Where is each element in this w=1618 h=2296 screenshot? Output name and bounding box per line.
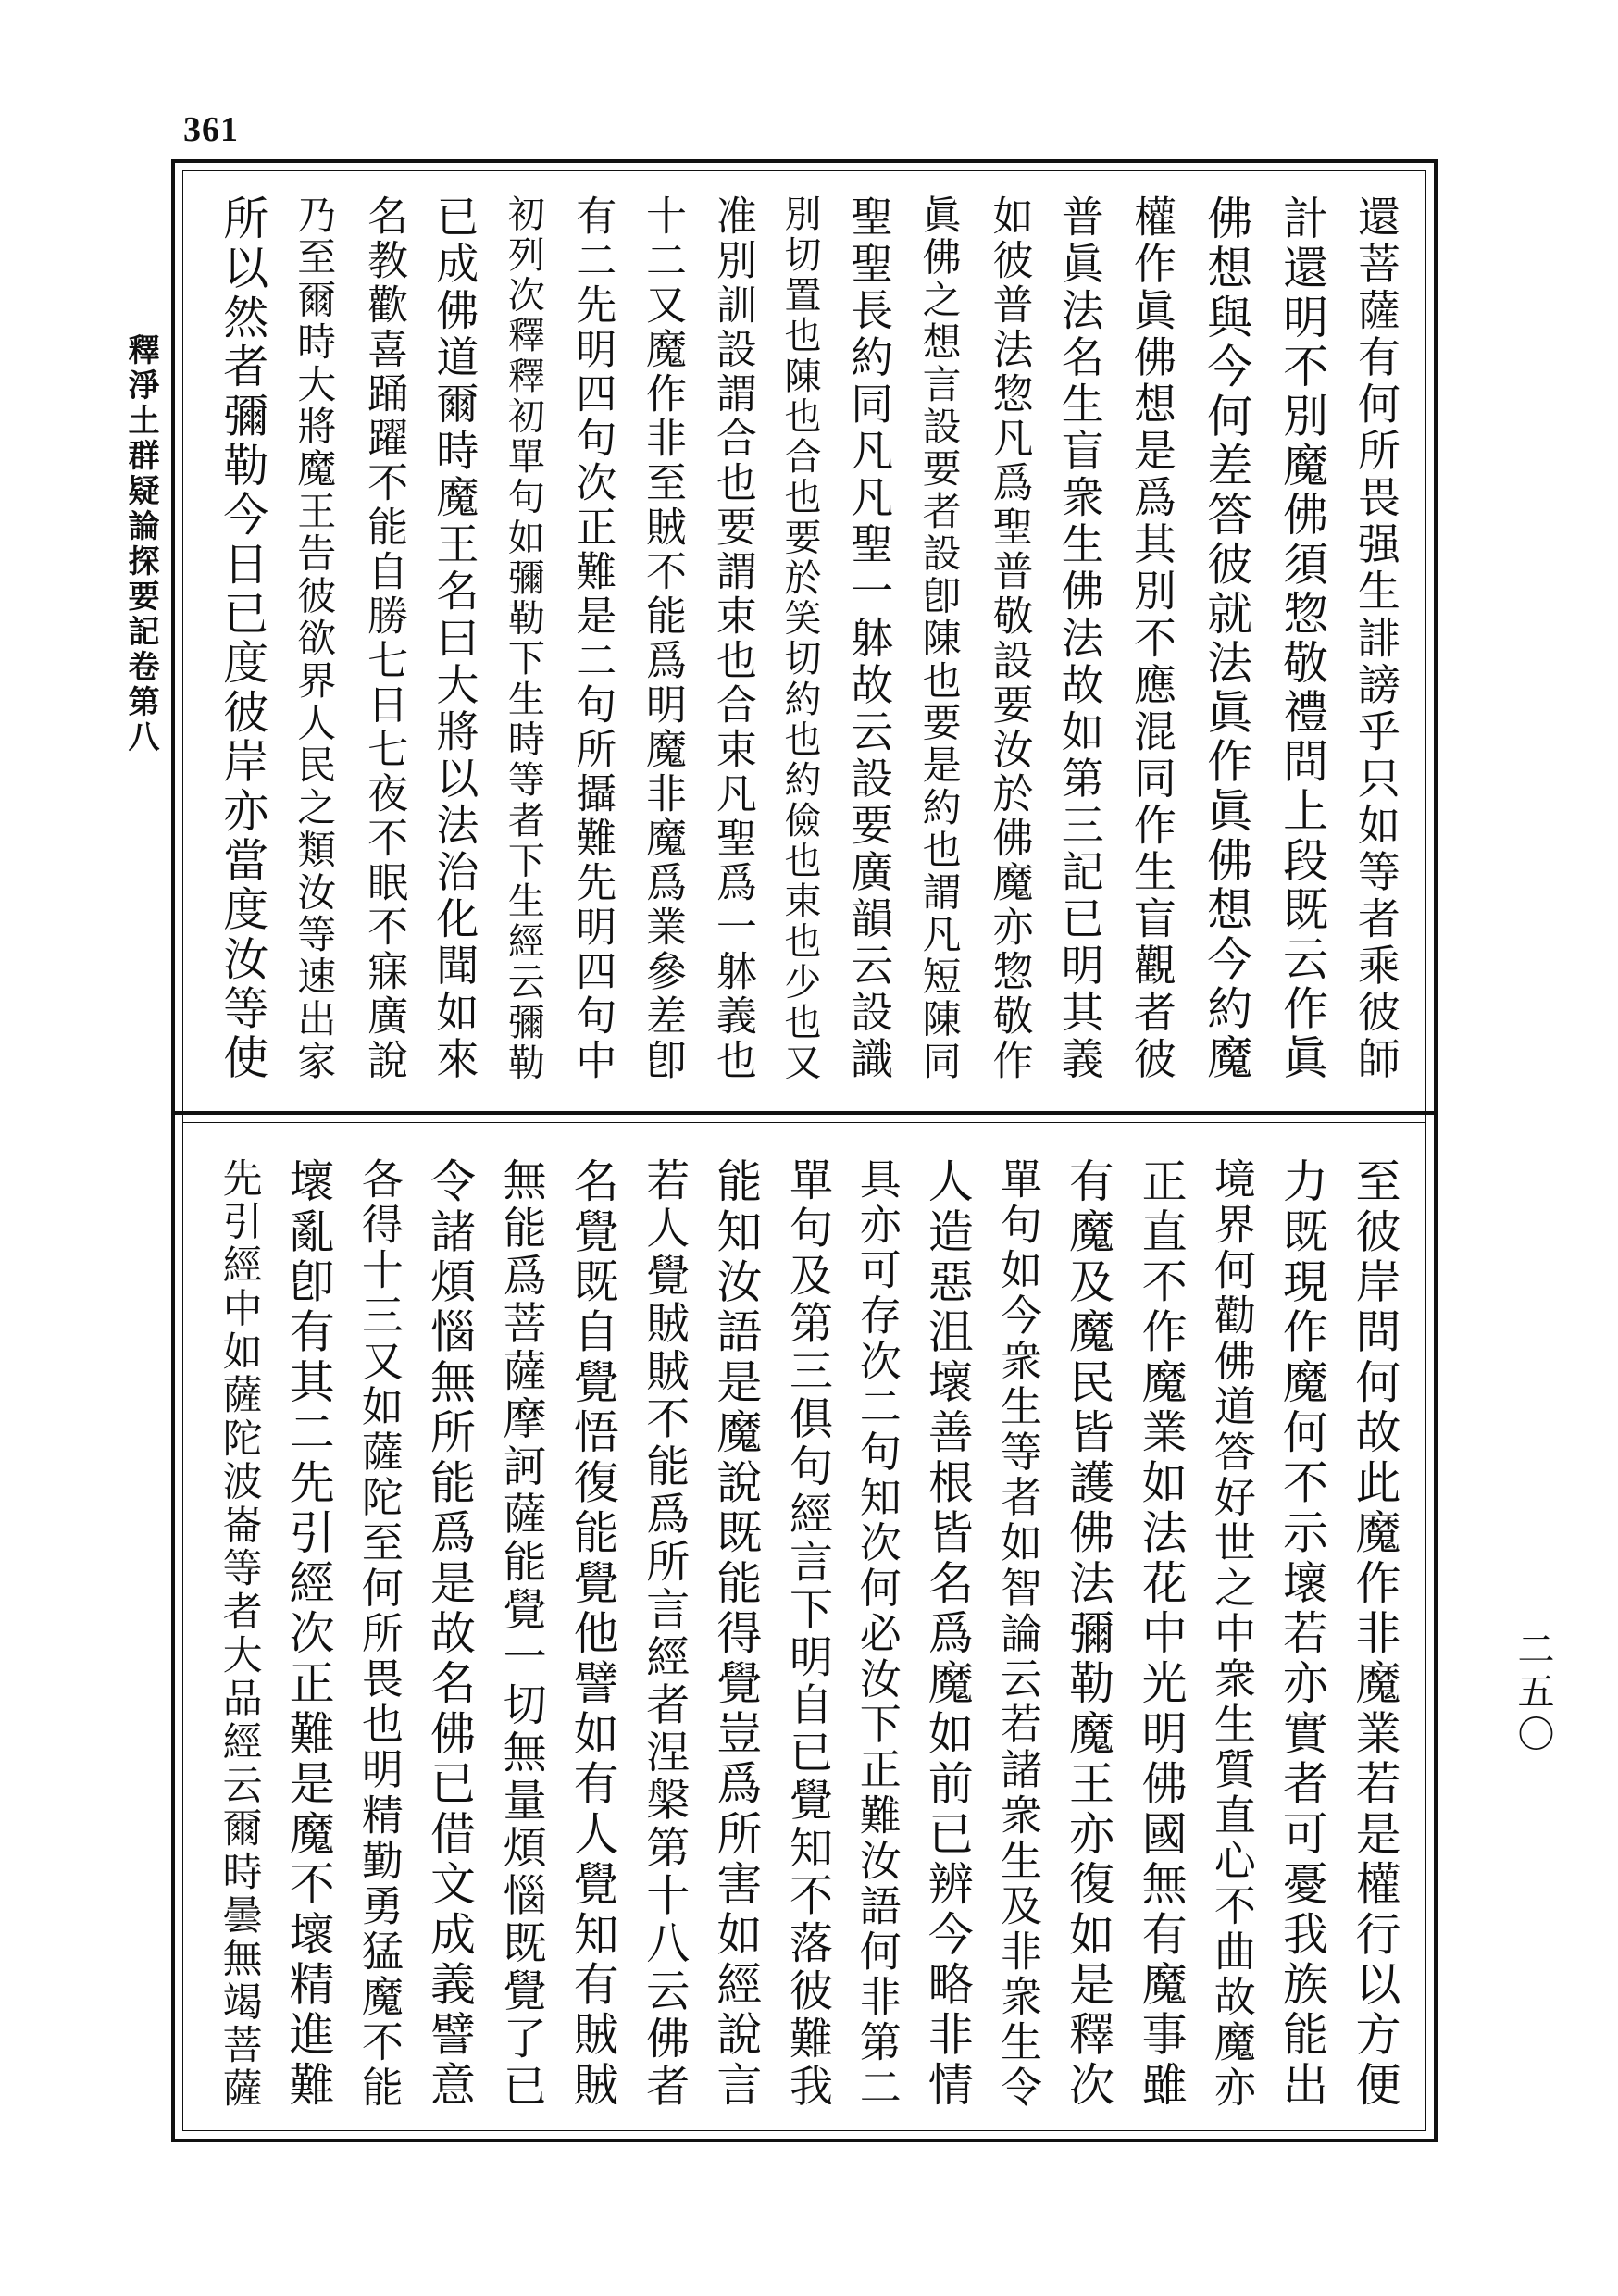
text-column: 先引經中如薩陀波崙等者大品經云爾時曇無竭菩薩 xyxy=(216,1157,263,2112)
text-column: 正直不作魔業如法花中光明佛國無有魔事雖 xyxy=(1135,1157,1189,2111)
folio-number: 二五〇 xyxy=(1512,1629,1554,1757)
text-column: 無能爲菩薩摩訶薩能覺一切無量煩惱既覺了已 xyxy=(495,1157,547,2111)
text-column: 初列次釋釋初單句如彌勒下生時等者下生經云彌勒 xyxy=(502,194,545,1084)
text-column: 眞佛之想言設要者設卽陳也要是約也謂凡短陳同 xyxy=(916,194,963,1083)
text-column: 普眞法名生盲衆生佛法故如第三記已明其義 xyxy=(1054,194,1105,1084)
text-column: 乃至爾時大將魔王告彼欲界人民之類汝等速出家 xyxy=(292,194,338,1083)
text-column: 有魔及魔民皆護佛法彌勒魔王亦復如是釋次 xyxy=(1062,1157,1115,2111)
text-column: 壞亂卽有其二先引經次正難是魔不壞精進難 xyxy=(282,1157,336,2111)
text-column: 十二又魔作非至賊不能爲明魔非魔爲業參差卽 xyxy=(639,194,687,1083)
text-column: 所以然者彌勒今日已度彼岸亦當度汝等使 xyxy=(216,194,269,1083)
text-column: 計還明不別魔佛須惣敬禮問上段既云作眞 xyxy=(1276,194,1329,1083)
upper-text-block xyxy=(215,194,1401,1083)
text-column: 令諸煩惱無所能爲是故名佛已借文成義譬意 xyxy=(423,1157,477,2111)
text-column: 若人覺賊賊不能爲所言經者涅槃第十八云佛者 xyxy=(639,1157,691,2111)
text-column: 有二先明四句次正難是二句所攝難先明四句中 xyxy=(568,194,616,1083)
text-column: 名覺既自覺悟復能覺他譬如有人覺知有賊賊 xyxy=(566,1157,620,2111)
text-column: 單句及第三俱句經言下明自已覺知不落彼難我 xyxy=(781,1157,833,2111)
text-column: 佛想與今何差答彼就法眞作眞佛想今約魔 xyxy=(1200,194,1253,1083)
page-number: 361 xyxy=(183,110,239,149)
text-column: 別切置也陳也合也要於笑切約也約儉也束也少也又 xyxy=(778,194,821,1084)
section-divider-inner xyxy=(182,1122,1426,1123)
text-column: 各得十三又如薩陀至何所畏也明精勤勇猛魔不能 xyxy=(354,1157,404,2112)
text-column: 還菩薩有何所畏强生誹謗乎只如等者乘彼師 xyxy=(1350,194,1401,1084)
text-column: 具亦可存次二句知次何必汝下正難汝語何非第二 xyxy=(852,1157,902,2112)
text-column: 聖聖長約同凡凡聖一躰故云設要廣韻云設識 xyxy=(844,194,895,1084)
text-column: 能知汝語是魔說既能得覺豈爲所害如經說言 xyxy=(709,1157,763,2111)
text-column: 力既現作魔何不示壞若亦實者可憂我族能出 xyxy=(1276,1157,1329,2111)
running-title: 釋淨土群疑論探要記卷第八 xyxy=(122,333,159,755)
text-column: 至彼岸問何故此魔作非魔業若是權行以方便 xyxy=(1348,1157,1401,2111)
text-column: 准別訓設謂合也要謂束也合束凡聖爲一躰義也 xyxy=(708,194,756,1083)
text-column: 權作眞佛想是爲其別不應混同作生盲觀者彼 xyxy=(1126,194,1177,1084)
text-column: 名教歡喜踊躍不能自勝七日七夜不眠不寐廣說 xyxy=(360,194,408,1083)
text-column: 如彼普法惣凡爲聖普敬設要汝於佛魔亦惣敬作 xyxy=(985,194,1033,1083)
text-column: 人造惡沮壞善根皆名爲魔如前已辨今略非情 xyxy=(921,1157,975,2111)
text-column: 已成佛道爾時魔王名曰大將以法治化聞如來 xyxy=(429,194,480,1084)
text-column: 單句如今衆生等者如智論云若諸衆生及非衆生令 xyxy=(993,1157,1042,2112)
lower-text-block xyxy=(215,1157,1401,2111)
text-column: 境界何勸佛道答好世之中衆生質直心不曲故魔亦 xyxy=(1206,1157,1256,2112)
section-divider xyxy=(171,1111,1438,1115)
